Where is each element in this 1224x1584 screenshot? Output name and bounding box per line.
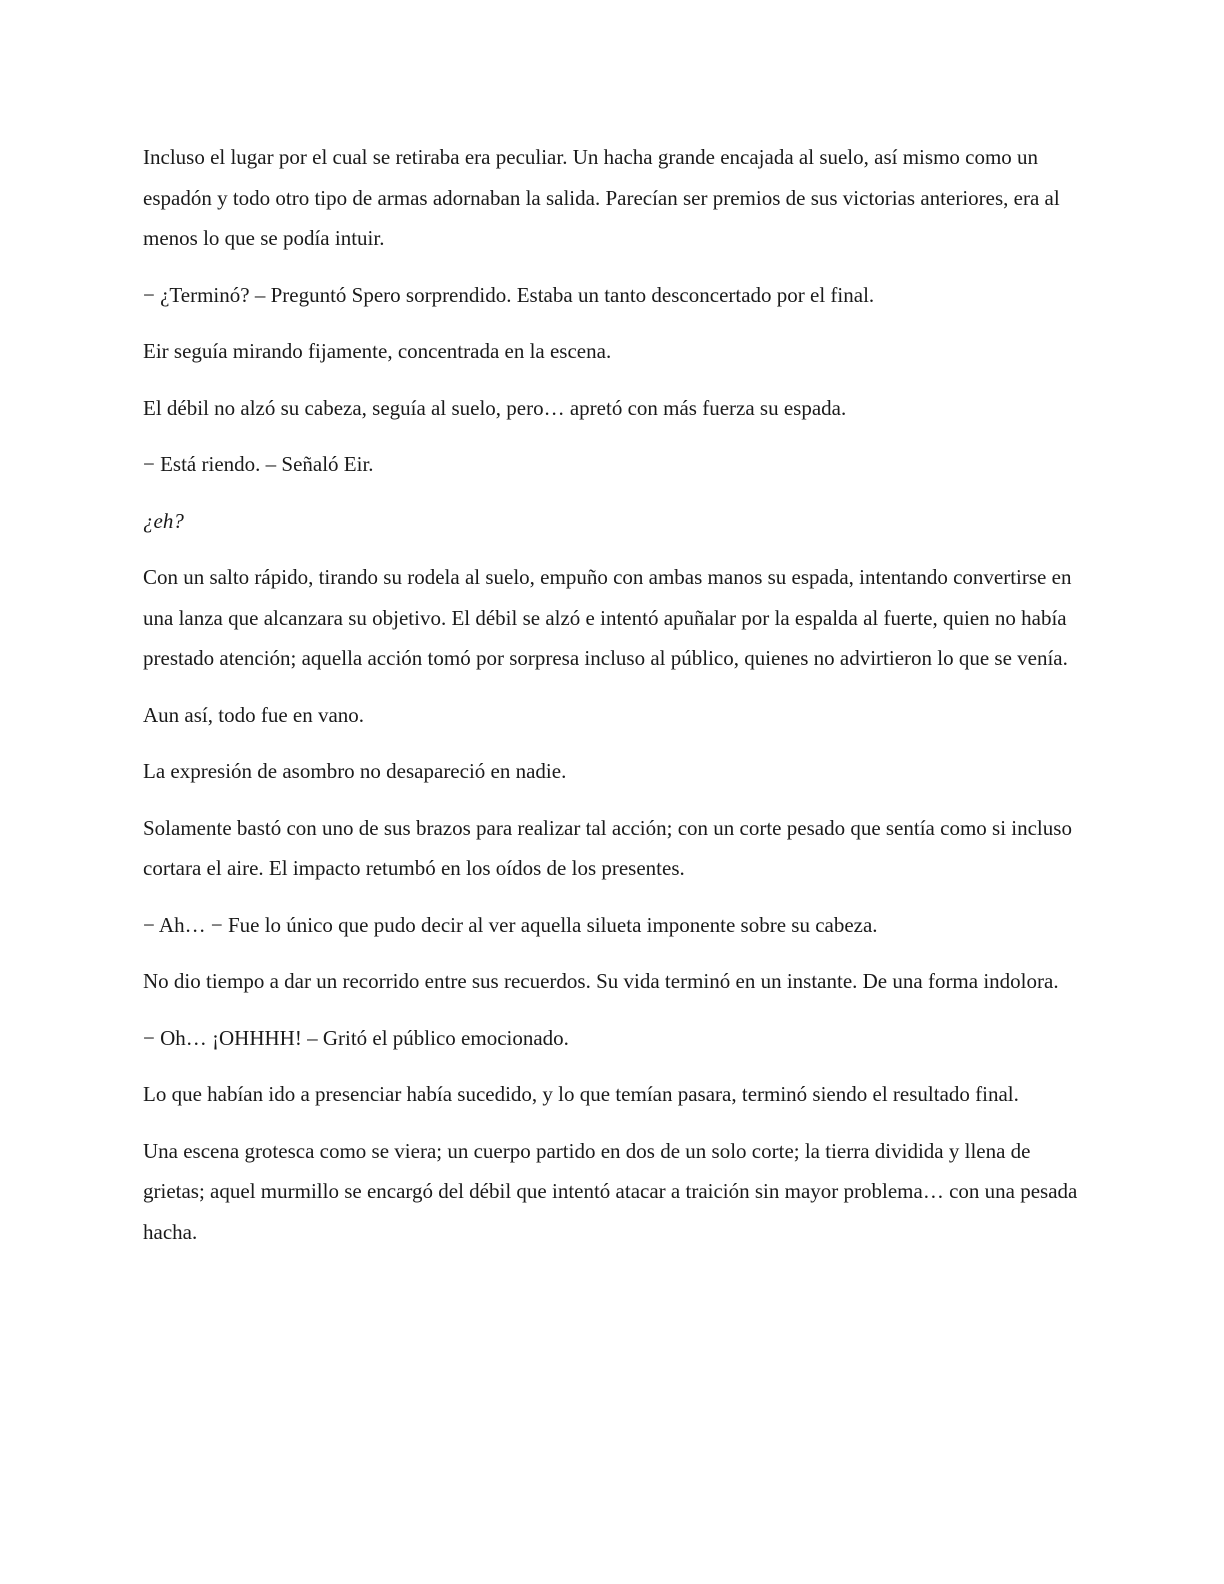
paragraph-italic: ¿eh? xyxy=(143,508,184,533)
document-body xyxy=(143,137,1083,1268)
paragraph: − Oh… ¡OHHHH! – Gritó el público emocionado. xyxy=(143,1025,569,1050)
paragraph: La expresión de asombro no desapareció en nadie. xyxy=(143,759,567,783)
paragraph: Eir seguía mirando fijamente, concentrada en la escena. xyxy=(143,339,612,363)
paragraph: Lo que habían ido a presenciar había sucedido, y lo que temían pasara, terminó siendo el resultado final. xyxy=(143,1082,1019,1106)
paragraph: − Está riendo. – Señaló Eir. xyxy=(143,452,374,476)
paragraph: Aun así, todo fue en vano. xyxy=(143,702,365,727)
paragraph: Solamente bastó con uno de sus brazos para realizar tal acción; con un corte pesado que sentía como si incluso cortara el aire. El impacto retumbó en los oídos de los presentes. xyxy=(143,815,1072,880)
paragraph: − ¿Terminó? – Preguntó Spero sorprendido. Estaba un tanto desconcertado por el final. xyxy=(143,282,875,307)
paragraph: El débil no alzó su cabeza, seguía al suelo, pero… apretó con más fuerza su espada. xyxy=(143,395,847,420)
paragraph: Una escena grotesca como se viera; un cuerpo partido en dos de un solo corte; la tierra dividida y llena de grietas; aquel murmillo se encargó del débil que intentó atacar a traición sin mayor problema… con una pesada hacha. xyxy=(143,1138,1078,1244)
paragraph: Con un salto rápido, tirando su rodela al suelo, empuño con ambas manos su espada, intentando convertirse en una lanza que alcanzara su objetivo. El débil se alzó e intentó apuñalar por la espalda al fuerte, quien no había prestado atención; aquella acción tomó por sorpresa incluso al público, quienes no advirtieron lo que se venía. xyxy=(143,565,1072,670)
paragraph: No dio tiempo a dar un recorrido entre sus recuerdos. Su vida terminó en un instante. De una forma indolora. xyxy=(143,969,1059,993)
paragraph: Incluso el lugar por el cual se retiraba era peculiar. Un hacha grande encajada al suelo, así mismo como un espadón y todo otro tipo de armas adornaban la salida. Parecían ser premios de sus victorias anteriores, era al menos lo que se podía intuir. xyxy=(143,145,1060,250)
paragraph: − Ah… − Fue lo único que pudo decir al ver aquella silueta imponente sobre su cabeza. xyxy=(143,912,878,937)
